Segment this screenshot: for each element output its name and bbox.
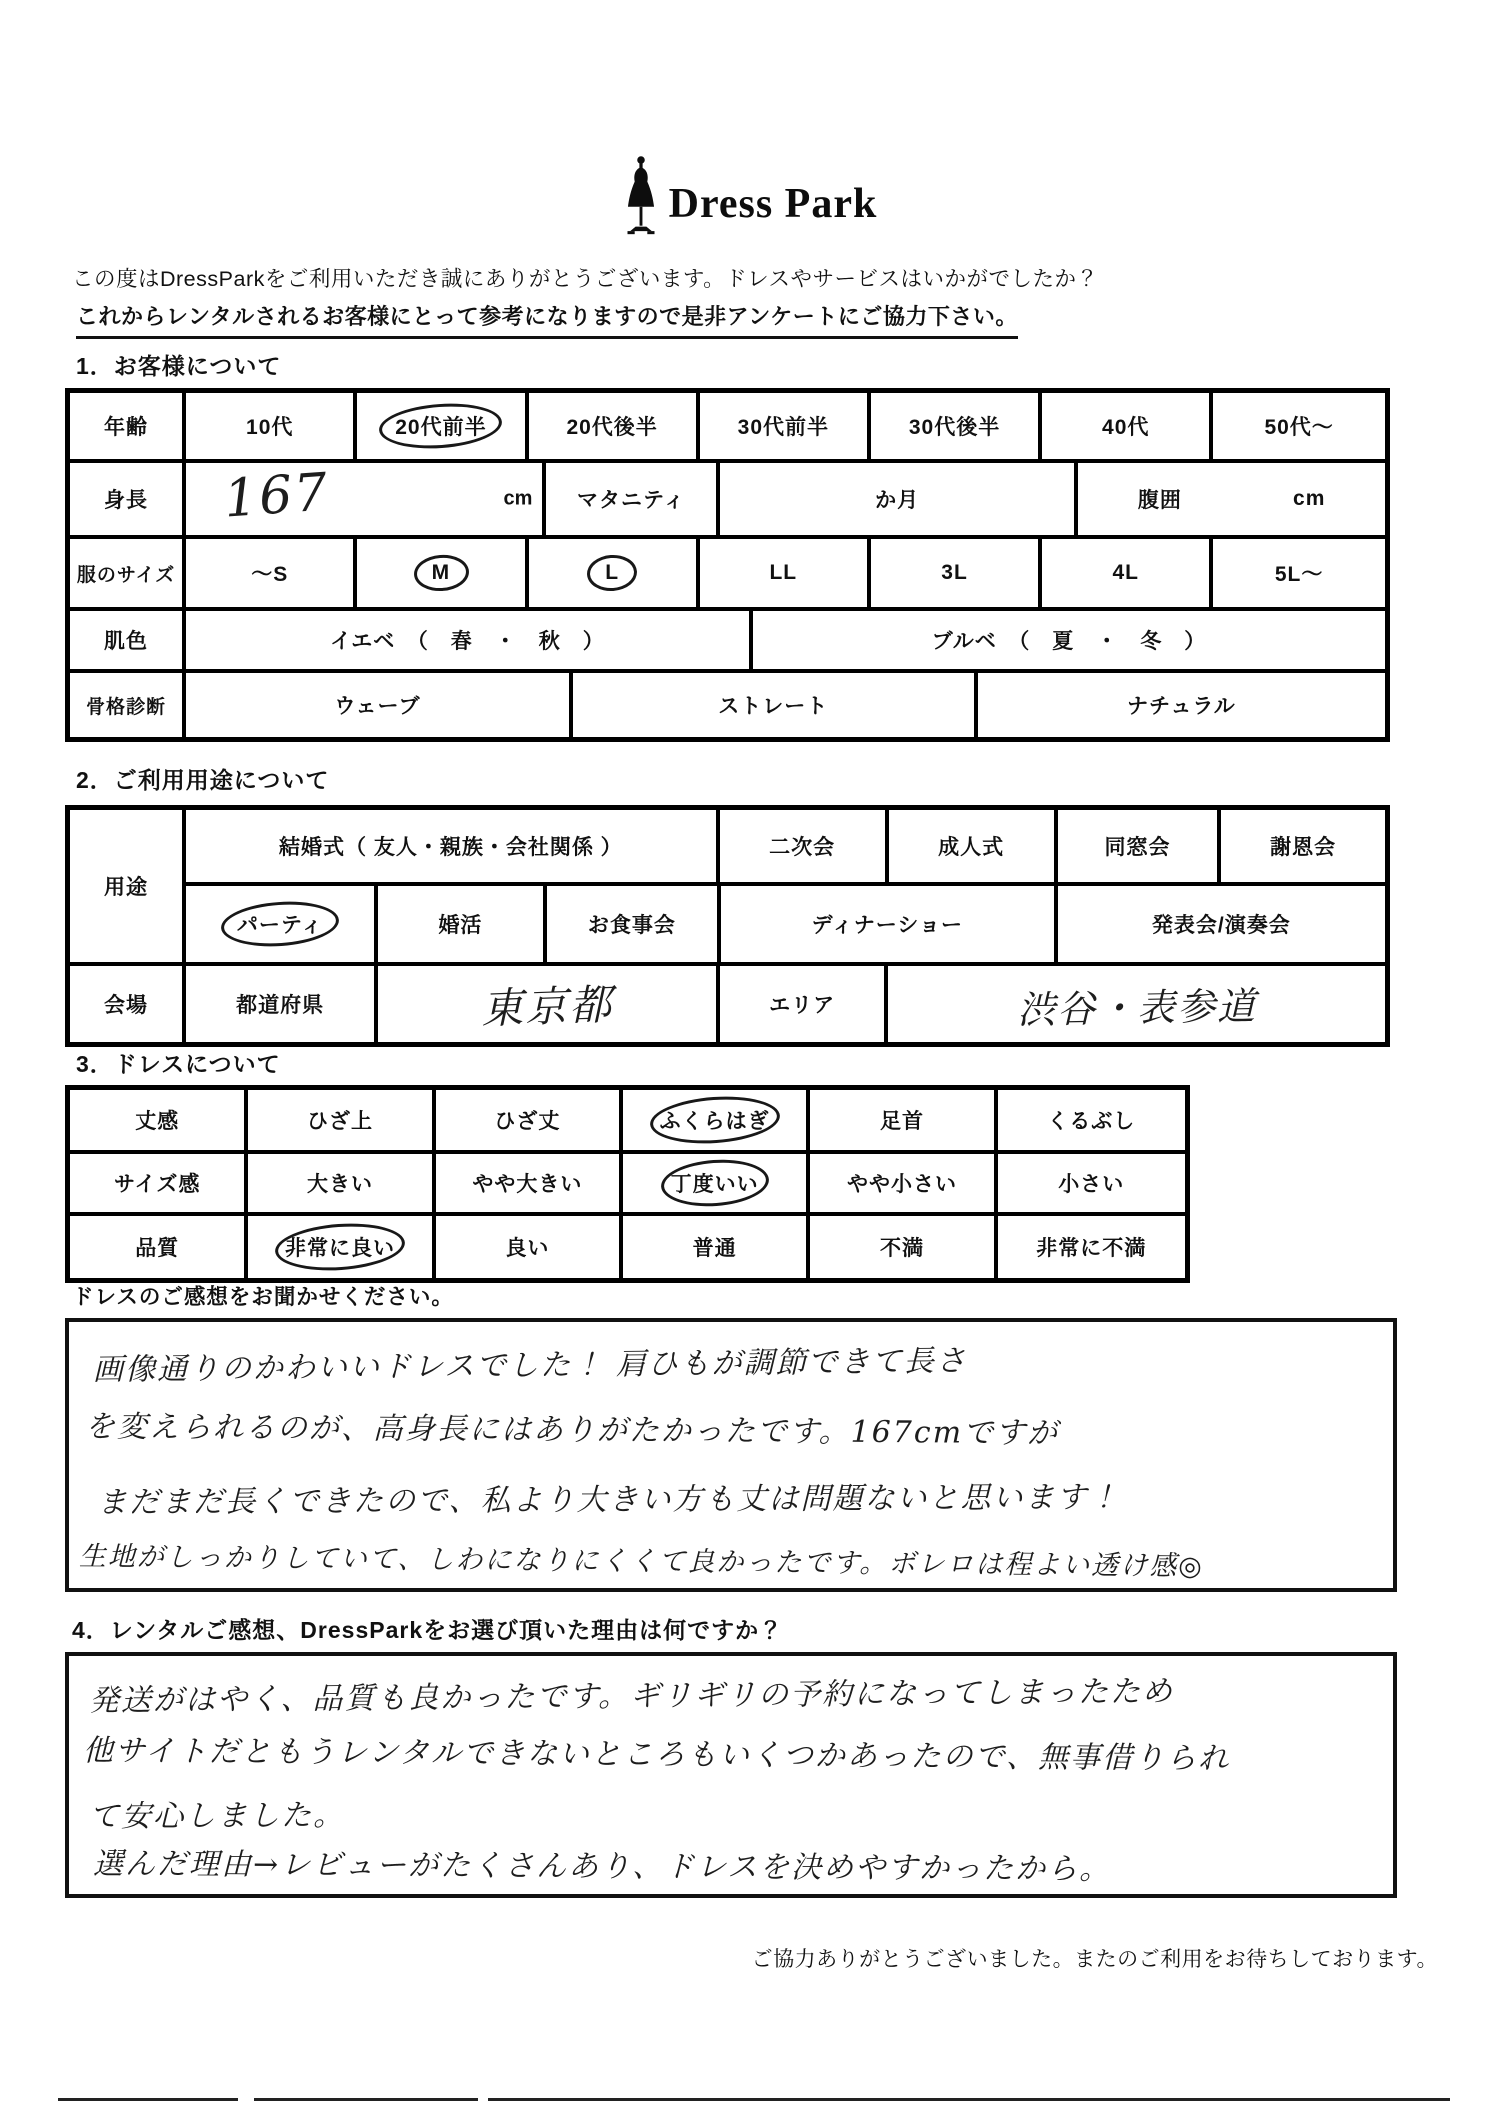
age-option-50s: 50代～ [1264,416,1334,439]
length-row [70,1090,1185,1154]
rental-comment-box [65,1652,1397,1898]
handwritten-circle-mark: 20代前半 [379,404,502,448]
size-option-s: ～S [186,539,357,607]
venue-label: 会場 [70,966,186,1042]
purpose-konkatsu: 婚活 [378,886,547,962]
frame-option-natural: ナチュラル [1126,695,1236,718]
handwritten-comment-line: まだまだ長くできたので、私より大きい方も丈は問題ないと思います！ [96,1480,1121,1521]
handwritten-comment-line: 発送がはやく、品質も良かったです。ギリギリの予約になってしまったため [88,1674,1175,1719]
purpose-row-2 [186,886,1385,962]
handwritten-comment-line: を変えられるのが、高身長にはありがたかったです。167cmですが [84,1409,1060,1452]
quality-very-good-selected [248,1216,435,1278]
waist-label: 腹囲 [1137,489,1182,512]
age-option-early20s-selected [357,393,528,459]
handwritten-circle-mark: L [587,555,637,591]
handwritten-comment-line: て安心しました。 [88,1798,346,1835]
size-option-5l: 5L～ [1274,563,1324,586]
height-label: 身長 [70,463,186,535]
venue-row [70,966,1385,1042]
age-row [70,393,1385,463]
handwritten-circle-mark: M [414,555,469,591]
dress-comment-heading: ドレスのご感想をお聞かせください。 [72,1285,454,1309]
area-label: エリア [720,966,888,1042]
length-label: 丈感 [70,1090,248,1150]
purpose-wedding: 結婚式（ 友人・親族・会社関係 ） [186,810,719,882]
fit-row [70,1154,1185,1216]
height-row [70,463,1385,539]
handwritten-comment-line: 画像通りのかわいいドレスでした！ 肩ひもが調節できて長さ [92,1343,968,1388]
waist-unit: cm [1293,487,1326,510]
size-row [70,539,1385,611]
length-knee: ひざ丈 [436,1090,623,1150]
quality-good: 良い [436,1216,623,1278]
purpose-rows [70,810,1385,966]
section2-heading: 2．ご利用用途について [76,767,330,793]
skin-option-yellow-base: イエベ （ 春 ・ 秋 ） [186,611,753,669]
handwritten-height-value: 167 [222,462,332,530]
purpose-thanks-party: 謝恩会 [1270,836,1337,859]
quality-label: 品質 [70,1216,248,1278]
quality-unsatisfied: 不満 [810,1216,997,1278]
scan-artifact-line [58,2098,1450,2101]
fit-slightly-large: やや大きい [436,1154,623,1212]
size-option-3l: 3L [871,539,1042,607]
section4-heading: 4．レンタルご感想、DressParkをお選び頂いた理由は何ですか？ [72,1617,784,1643]
maternity-months-cell: か月 [720,463,1078,535]
fit-label: サイズ感 [70,1154,248,1212]
handwritten-comment-line: 選んだ理由→レビューがたくさんあり、ドレスを決めやすかったから。 [92,1846,1112,1887]
length-above-knee: ひざ上 [248,1090,435,1150]
intro-emphasis-text: これからレンタルされるお客様にとって参考になりますので是非アンケートにご協力下さい。 [76,300,1018,339]
maternity-label: マタニティ [546,463,720,535]
size-option-ll: LL [700,539,871,607]
purpose-reunion: 同窓会 [1058,810,1222,882]
brand-logo [0,150,1500,242]
handwritten-circle-mark: 丁度いい [661,1160,769,1206]
brand-name: Dress Park [668,181,878,227]
handwritten-comment-line: 生地がしっかりしていて、しわになりにくくて良かったです。ボレロは程よい透け感◎ [78,1541,1204,1583]
fit-large: 大きい [248,1154,435,1212]
purpose-afterparty: 二次会 [720,810,889,882]
usage-table [65,805,1390,1047]
dress-form-icon [623,150,659,242]
section1-heading: 1．お客様について [76,353,282,379]
frame-option-wave: ウェーブ [186,673,573,737]
fit-slightly-small: やや小さい [810,1154,997,1212]
frame-label: 骨格診断 [70,673,186,737]
size-option-4l: 4L [1042,539,1213,607]
handwritten-circle-mark: パーティ [221,902,339,946]
height-unit: cm [503,487,533,510]
age-option-early30s: 30代前半 [700,393,871,459]
purpose-recital: 発表会/演奏会 [1151,914,1291,937]
intro-text: この度はDressParkをご利用いただき誠にありがとうございます。ドレスやサービスはいかがでしたか？ [72,267,1099,291]
age-label: 年齢 [70,393,186,459]
skin-tone-label: 肌色 [70,611,186,669]
handwritten-circle-mark: ふくらはぎ [650,1097,780,1143]
handwritten-comment-line: 他サイトだともうレンタルできないところもいくつかあったので、無事借りられ [82,1733,1231,1777]
frame-option-straight: ストレート [573,673,978,737]
footer-thanks-text: ご協力ありがとうございました。またのご利用をお待ちしております。 [751,1948,1438,1971]
frame-row [70,673,1385,737]
length-ankle: 足首 [810,1090,997,1150]
prefecture-label: 都道府県 [186,966,378,1042]
age-option-10s: 10代 [186,393,357,459]
dress-comment-box [65,1318,1397,1592]
length-calf-selected [623,1090,810,1150]
length-anklebone: くるぶし [1047,1110,1136,1133]
quality-row [70,1216,1185,1278]
handwritten-circle-mark: 非常に良い [275,1224,405,1270]
purpose-label: 用途 [70,810,186,962]
purpose-coming-of-age: 成人式 [889,810,1058,882]
purpose-party-selected [186,886,378,962]
section3-heading: 3．ドレスについて [76,1051,281,1077]
age-option-late20s: 20代後半 [529,393,700,459]
size-option-l-selected [529,539,700,607]
area-value-cell [888,966,1385,1042]
fit-small: 小さい [1058,1173,1125,1196]
size-option-m-selected [357,539,528,607]
handwritten-prefecture: 東京都 [480,979,614,1034]
skin-option-blue-base: ブルベ （ 夏 ・ 冬 ） [931,630,1207,653]
age-option-late30s: 30代後半 [871,393,1042,459]
age-option-40s: 40代 [1042,393,1213,459]
height-value-cell [186,463,546,535]
quality-normal: 普通 [623,1216,810,1278]
purpose-dinner: お食事会 [547,886,721,962]
prefecture-value-cell [378,966,720,1042]
dress-rating-table [65,1085,1190,1283]
purpose-dinner-show: ディナーショー [721,886,1058,962]
purpose-row-1 [186,810,1385,886]
customer-info-table [65,388,1390,742]
size-label: 服のサイズ [70,539,186,607]
skin-tone-row [70,611,1385,673]
waist-cell [1078,463,1385,535]
handwritten-area: 渋谷・表参道 [1016,983,1258,1032]
fit-just-right-selected [623,1154,810,1212]
quality-very-unsatisfied: 非常に不満 [1036,1237,1147,1260]
